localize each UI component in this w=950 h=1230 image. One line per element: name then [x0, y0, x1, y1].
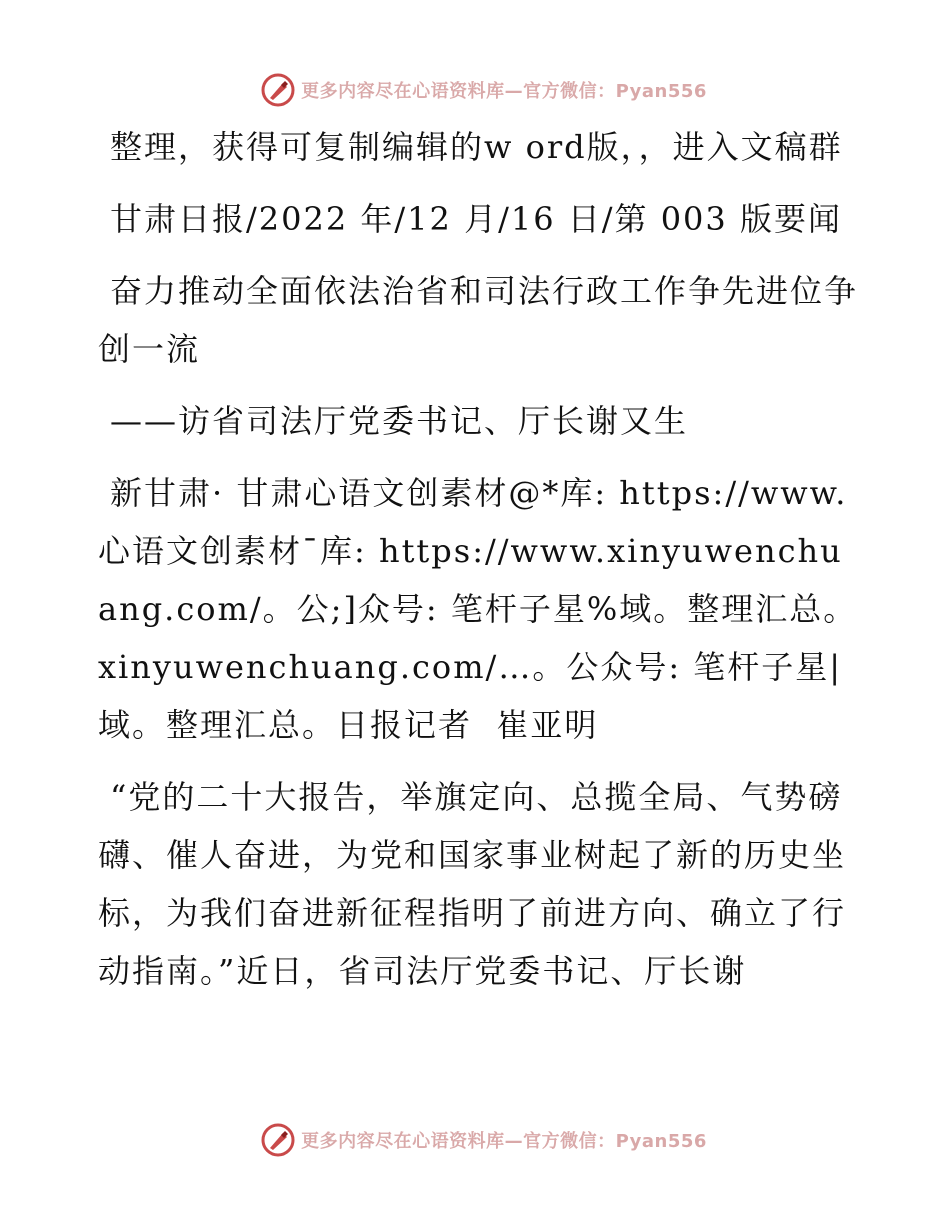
pen-nib-seal-icon: [261, 1123, 295, 1157]
paragraph-intro: [98, 118, 858, 176]
paragraph-body: [98, 768, 858, 1000]
document-body: [98, 118, 858, 1014]
paragraph-headline: [98, 262, 858, 378]
watermark-group: [261, 1123, 707, 1157]
pen-nib-seal-icon: [261, 73, 295, 107]
paragraph-text: 甘肃日报/2022 年/12 月/16 日/第 003 版要闻: [110, 200, 842, 238]
watermark-text: 更多内容尽在心语资料库—官方微信：Pyan556: [301, 81, 707, 102]
paragraph-subheadline: [98, 392, 858, 450]
watermark-group: [261, 73, 707, 107]
paragraph-text: ——访省司法厅党委书记、厅长谢又生: [110, 402, 689, 440]
paragraph-text: 奋力推动全面依法治省和司法行政工作争先进位争创一流: [98, 272, 859, 368]
footer-watermark: [0, 1120, 950, 1160]
paragraph-text: 整理，获得可复制编辑的w ord版，，进入文稿群: [110, 128, 843, 166]
watermark-text: 更多内容尽在心语资料库—官方微信：Pyan556: [301, 1131, 707, 1152]
paragraph-text: “党的二十大报告，举旗定向、总揽全局、气势磅礴、催人奋进，为党和国家事业树起了新的历史坐标，为我们奋进新征程指明了前进方向、确立了行动指南。”近日，省司法厅党委书记、厅长谢: [98, 778, 847, 990]
paragraph-byline: [98, 464, 858, 754]
paragraph-text: 新甘肃· 甘肃心语文创素材@*库: https://www.心语文创素材¯库: https://www.xinyuwenchuang.com/。公;]众号: 笔杆子星%域。整理汇总。xinyuwenchuang.com/…。公众号: 笔杆子星|域。整理汇总。日报记者 崔亚明: [98, 474, 858, 744]
paragraph-source: [98, 190, 858, 248]
header-watermark: [0, 70, 950, 110]
